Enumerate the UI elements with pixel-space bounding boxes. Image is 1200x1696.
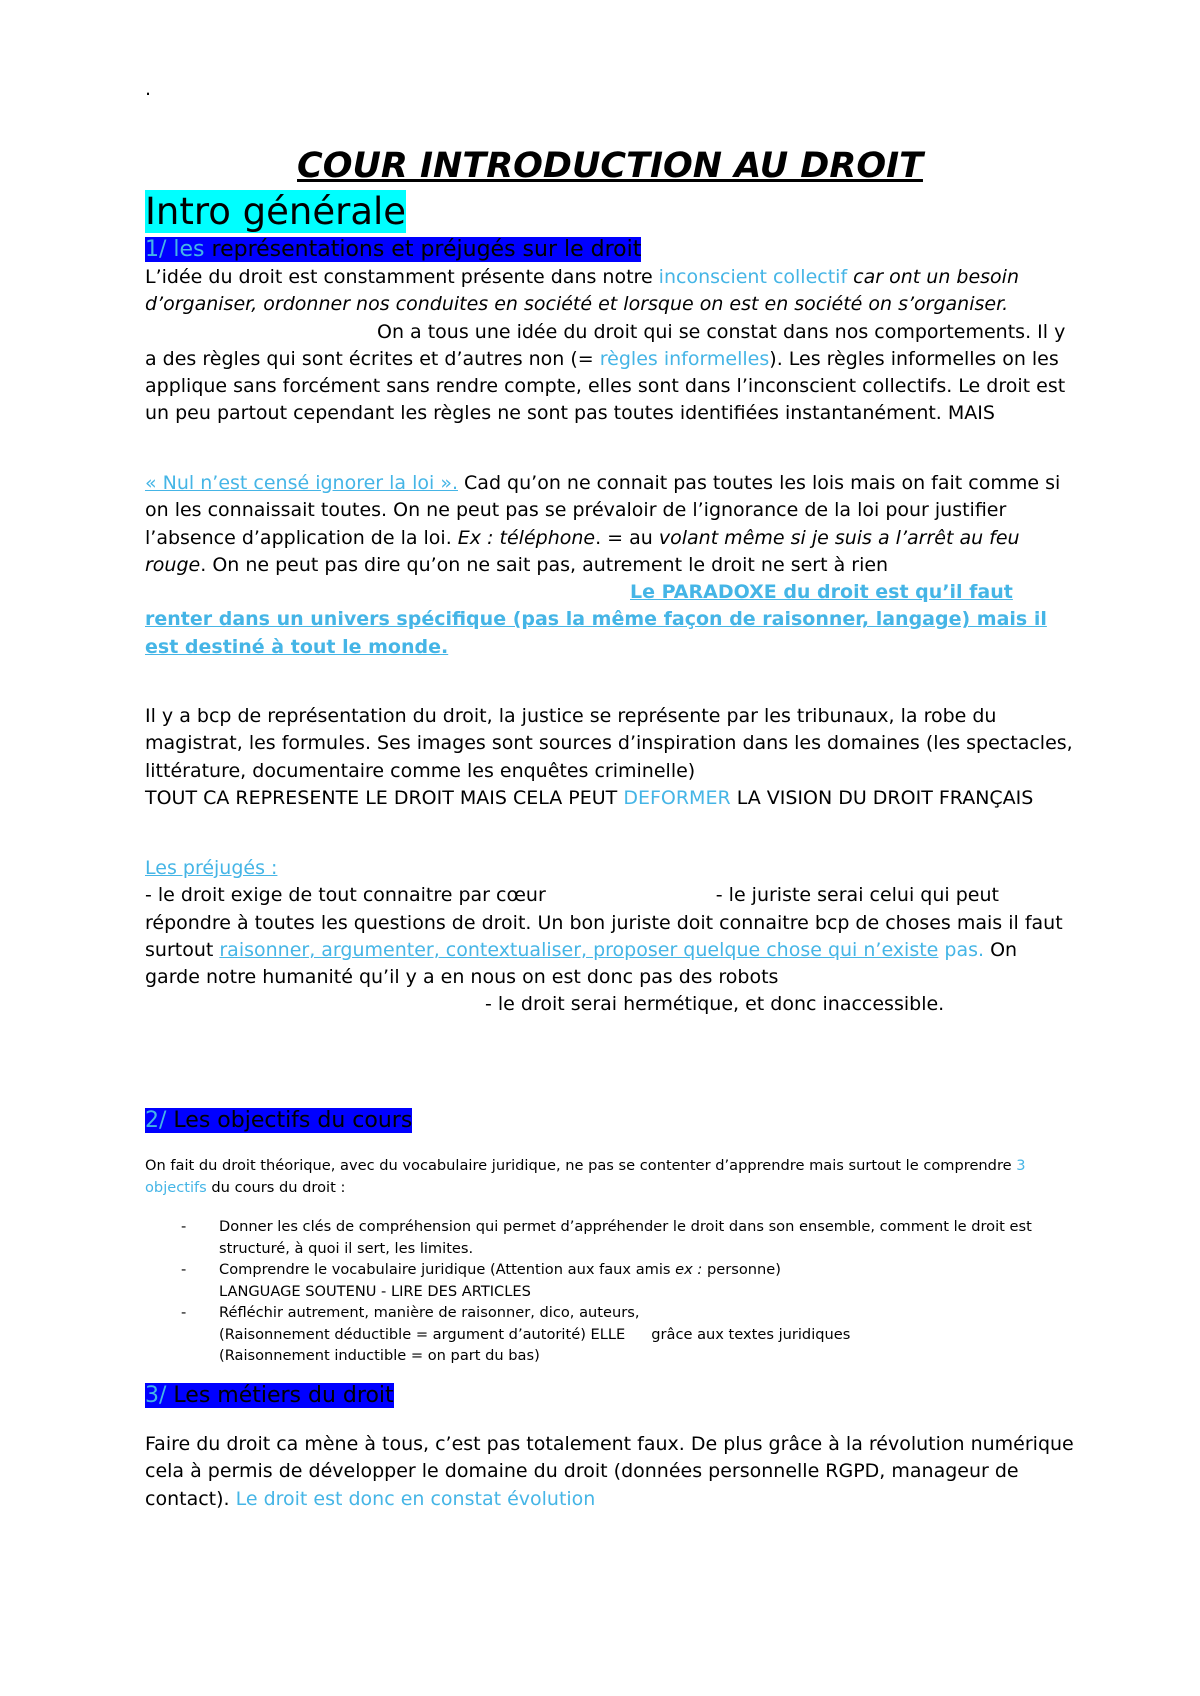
text-run: . = au	[595, 526, 659, 549]
section-1-paragraph-2	[145, 470, 1075, 661]
paradoxe-highlight: Le PARADOXE du droit est qu’il faut renter dans un univers spécifique (pas la même façon de raisonner, langage) mais il est destiné à tout le monde.	[145, 581, 1047, 658]
section-3-heading-text	[145, 1383, 394, 1408]
section-1-paragraph-4	[145, 855, 1075, 1019]
section-2-title: Les objectifs du cours	[166, 1108, 413, 1133]
section-3-number: 3/	[145, 1383, 167, 1408]
text-run: On a tous une idée du droit qui se constat dans nos comportements. Il y a des règles qui sont écrites et d’autres non (=	[145, 320, 1066, 370]
text-run: ). Les règles informelles on les applique sans forcément sans rendre compte, elles sont dans l’inconscient collectifs. Le droit est un peu partout cependant les règles ne sont pas toutes identifiées instantanément. MAIS	[145, 347, 1066, 425]
prejuges-label: Les préjugés :	[145, 857, 278, 879]
quote-nul-nest-cense: « Nul n’est censé ignorer la loi ».	[145, 472, 458, 494]
text-run: L’idée du droit est constamment présente dans notre	[145, 266, 659, 288]
three-objectives: 3 objectifs	[145, 1157, 1026, 1196]
text-run: On fait du droit théorique, avec du vocabulaire juridique, ne pas se contenter d’apprendre mais surtout le comprendre	[145, 1157, 1017, 1174]
text-run: . On ne peut pas dire qu’on ne sait pas, autrement le droit ne sert à rien	[200, 553, 889, 576]
text-run: du cours du droit :	[206, 1179, 346, 1196]
text-run: pas.	[938, 938, 985, 961]
section-3-heading	[145, 1383, 1075, 1409]
text-run: volant même si je suis a l’arrêt au feu rouge	[145, 526, 1020, 576]
text-run: car ont un besoin d’organiser, ordonner nos conduites en société et lorsque on est en société on s’organiser.	[145, 266, 1019, 316]
raisonner-argumenter-link: raisonner, argumenter, contextualiser, proposer quelque chose qui n’existe	[219, 938, 939, 961]
section-1-heading-text	[145, 237, 641, 262]
text-run: Donner les clés de compréhension qui permet d’appréhender le droit dans son ensemble, comment le droit est structuré, à quoi il sert, les limites.	[219, 1218, 1032, 1257]
text-run: Il y a bcp de représentation du droit, la justice se représente par les tribunaux, la robe du magistrat, les formules. Ses images sont sources d’inspiration dans les domaines (les spectacles, littérature, documentaire comme les enquêtes criminelle)	[145, 705, 1073, 782]
text-run: - le droit exige de tout connaitre par cœur	[145, 884, 546, 907]
text-run: Comprendre le vocabulaire juridique (Attention aux faux amis	[219, 1261, 676, 1278]
section-1-heading	[145, 237, 1075, 263]
evolution-highlight: Le droit est donc en constat évolution	[235, 1487, 596, 1510]
text-run: - le juriste serai celui qui peut répondre à toutes les questions de droit. Un bon juriste doit connaitre bcp de choses mais il faut surtout	[145, 884, 1063, 961]
text-run: ex :	[675, 1261, 703, 1278]
section-2-intro	[145, 1155, 1075, 1199]
list-item	[145, 1302, 1075, 1367]
section-3-title: Les métiers du droit	[166, 1383, 394, 1408]
section-2-number: 2/	[145, 1108, 167, 1133]
section-1-title: représentations et préjugés sur le droit	[204, 237, 642, 262]
section-3-paragraph	[145, 1431, 1075, 1513]
text-run: (Raisonnement inductible = on part du bas)	[219, 1347, 540, 1364]
list-item	[145, 1216, 1075, 1259]
text-run: TOUT CA REPRESENTE LE DROIT MAIS CELA PEUT	[145, 786, 624, 809]
section-1-number: 1/ les	[145, 237, 205, 262]
list-item	[145, 1259, 1075, 1302]
text-run: - le droit serai hermétique, et donc inaccessible.	[485, 993, 945, 1016]
text-run: (Raisonnement déductible = argument d’autorité) ELLE	[219, 1325, 626, 1343]
text-run: Cad qu’on ne connait pas toutes les lois mais on fait comme si on les connaissait toutes. On ne peut pas se prévaloir de l’ignorance de la loi pour justifier l’absence d’application de la loi.	[145, 472, 1061, 549]
page-title: COUR INTRODUCTION AU DROIT	[297, 146, 923, 186]
bullet-dash: -	[181, 1304, 187, 1321]
bullet-dash: -	[181, 1261, 187, 1278]
text-run: LA VISION DU DROIT FRANÇAIS	[730, 786, 1034, 809]
link-inconscient-collectif: inconscient collectif	[658, 266, 848, 288]
text-run: On garde notre humanité qu’il y a en nous on est donc pas des robots	[145, 938, 1018, 989]
objectives-list	[145, 1216, 1075, 1367]
intro-heading: Intro générale	[145, 190, 407, 233]
text-run: grâce aux textes juridiques	[651, 1325, 851, 1343]
text-run: Réfléchir autrement, manière de raisonner, dico, auteurs,	[219, 1304, 640, 1321]
bullet-dash: -	[181, 1218, 187, 1235]
section-2-heading-text	[145, 1108, 412, 1133]
text-run: Ex : téléphone	[457, 526, 596, 549]
text-run: LANGUAGE SOUTENU - LIRE DES ARTICLES	[219, 1282, 531, 1300]
text-run: Faire du droit ca mène à tous, c’est pas totalement faux. De plus grâce à la révolution numérique cela à permis de développer le domaine du droit (données personnelle RGPD, manageur de contact).	[145, 1433, 1074, 1510]
text-run: personne)	[702, 1261, 781, 1278]
word-deformer: DEFORMER	[623, 786, 731, 809]
section-1-paragraph-1	[145, 264, 1075, 428]
intro-heading-wrap	[145, 190, 1075, 234]
link-regles-informelles: règles informelles	[599, 347, 770, 370]
section-2-heading	[145, 1108, 1075, 1134]
leading-dot: .	[145, 78, 152, 100]
section-1-paragraph-3	[145, 703, 1075, 812]
